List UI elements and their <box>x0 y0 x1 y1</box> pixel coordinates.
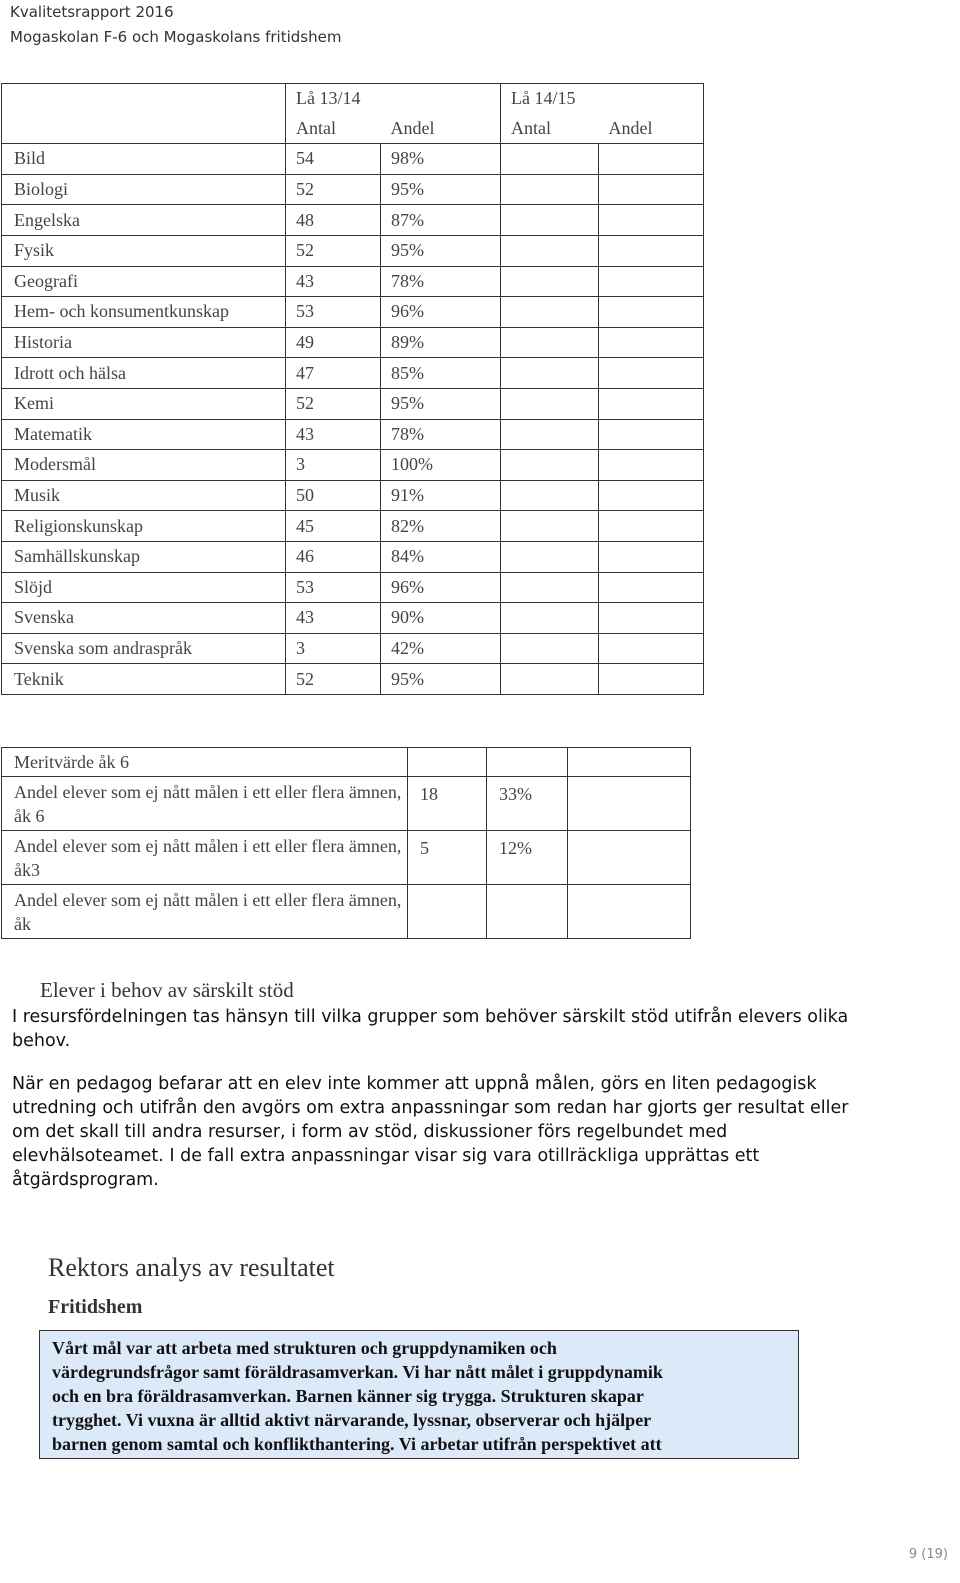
antal-cell-2 <box>501 633 599 664</box>
antal-cell: 47 <box>286 358 381 389</box>
andel-cell-2 <box>599 664 704 695</box>
andel-cell: 95% <box>381 235 501 266</box>
subject-cell: Matematik <box>2 419 286 450</box>
table-row <box>2 388 704 419</box>
subject-cell: Biologi <box>2 174 286 205</box>
merit-andel: 12% <box>487 831 568 885</box>
andel-cell: 96% <box>381 572 501 603</box>
antal-cell: 3 <box>286 450 381 481</box>
antal-cell: 3 <box>286 633 381 664</box>
merit-andel <box>487 885 568 939</box>
table-row <box>2 174 704 205</box>
antal-cell: 46 <box>286 541 381 572</box>
merit-title-cell <box>568 748 691 777</box>
antal-cell: 43 <box>286 419 381 450</box>
subject-cell: Samhällskunskap <box>2 541 286 572</box>
andel-cell-2 <box>599 480 704 511</box>
andel-cell: 78% <box>381 419 501 450</box>
andel-cell-2 <box>599 419 704 450</box>
merit-label: Andel elever som ej nått målen i ett eller flera ämnen, åk 6 <box>2 777 408 831</box>
subject-cell: Historia <box>2 327 286 358</box>
table-row <box>2 327 704 358</box>
andel-cell-2 <box>599 297 704 328</box>
andel-cell-2 <box>599 144 704 175</box>
antal-cell-2 <box>501 297 599 328</box>
andel-cell-2 <box>599 511 704 542</box>
table-row <box>2 205 704 236</box>
antal-cell-2 <box>501 511 599 542</box>
antal-cell: 50 <box>286 480 381 511</box>
antal-cell-2 <box>501 205 599 236</box>
andel-cell-2 <box>599 358 704 389</box>
andel-cell-2 <box>599 235 704 266</box>
andel-cell-2 <box>599 603 704 634</box>
table-row <box>2 297 704 328</box>
andel-cell: 95% <box>381 174 501 205</box>
table-row <box>2 235 704 266</box>
andel-cell: 91% <box>381 480 501 511</box>
grades-table <box>1 83 704 695</box>
andel-cell-2 <box>599 450 704 481</box>
col-andel-1: Andel <box>381 114 501 144</box>
antal-cell-2 <box>501 419 599 450</box>
merit-antal: 5 <box>408 831 487 885</box>
col-antal-1: Antal <box>286 114 381 144</box>
subject-cell: Religionskunskap <box>2 511 286 542</box>
andel-cell: 89% <box>381 327 501 358</box>
support-paragraph-2: När en pedagog befarar att en elev inte kommer att uppnå målen, görs en liten pedagogisk utredning och utifrån den avgörs om extra anpassningar som redan har gjorts ger resultat eller om det skall till andra resurser, i form av stöd, diskussioner förs regelbundet med elevhälsoteamet. I de fall extra anpassningar visar sig vara otillräckliga upprättas ett åtgärdsprogram. <box>12 1074 849 1190</box>
period-1-header-spacer <box>381 84 501 114</box>
andel-cell: 98% <box>381 144 501 175</box>
table-row <box>2 603 704 634</box>
andel-cell: 78% <box>381 266 501 297</box>
table-row <box>2 358 704 389</box>
support-paragraph-1: I resursfördelningen tas hänsyn till vilka grupper som behöver särskilt stöd utifrån elevers olika behov. <box>12 1007 849 1051</box>
antal-cell: 52 <box>286 388 381 419</box>
period-2-header: Lå 14/15 <box>501 84 599 114</box>
antal-cell: 49 <box>286 327 381 358</box>
antal-cell: 53 <box>286 297 381 328</box>
subject-cell: Svenska <box>2 603 286 634</box>
merit-label: Andel elever som ej nått målen i ett eller flera ämnen, åk <box>2 885 408 939</box>
antal-cell-2 <box>501 480 599 511</box>
andel-cell-2 <box>599 205 704 236</box>
antal-cell-2 <box>501 450 599 481</box>
andel-cell: 82% <box>381 511 501 542</box>
merit-title-row <box>2 748 691 777</box>
andel-cell: 95% <box>381 664 501 695</box>
table-row <box>2 541 704 572</box>
andel-cell: 85% <box>381 358 501 389</box>
antal-cell-2 <box>501 358 599 389</box>
antal-cell: 54 <box>286 144 381 175</box>
subject-cell: Idrott och hälsa <box>2 358 286 389</box>
subject-cell: Kemi <box>2 388 286 419</box>
col-antal-2: Antal <box>501 114 599 144</box>
andel-cell-2 <box>599 388 704 419</box>
merit-empty <box>568 831 691 885</box>
andel-cell: 87% <box>381 205 501 236</box>
analysis-line: värdegrundsfrågor samt föräldrasamverkan. Vi har nått målet i gruppdynamik <box>52 1362 663 1382</box>
antal-cell-2 <box>501 144 599 175</box>
table-subheader-row <box>2 114 704 144</box>
col-andel-2: Andel <box>599 114 704 144</box>
report-title: Kvalitetsrapport 2016 <box>10 3 174 21</box>
analysis-line: barnen genom samtal och konflikthantering. Vi arbetar utifrån perspektivet att <box>52 1434 662 1454</box>
page-number: 9 (19) <box>908 1547 948 1562</box>
antal-cell-2 <box>501 235 599 266</box>
analysis-line: trygghet. Vi vuxna är alltid aktivt närvarande, lyssnar, observerar och hjälper <box>52 1410 652 1430</box>
andel-cell-2 <box>599 541 704 572</box>
antal-cell: 52 <box>286 664 381 695</box>
antal-cell-2 <box>501 266 599 297</box>
table-row <box>2 572 704 603</box>
andel-cell: 100% <box>381 450 501 481</box>
andel-cell: 42% <box>381 633 501 664</box>
subject-cell: Engelska <box>2 205 286 236</box>
antal-cell: 52 <box>286 235 381 266</box>
merit-antal: 18 <box>408 777 487 831</box>
merit-empty <box>568 885 691 939</box>
support-heading: Elever i behov av särskilt stöd <box>40 978 294 1002</box>
merit-row <box>2 885 691 939</box>
subject-cell: Slöjd <box>2 572 286 603</box>
subject-cell: Svenska som andraspråk <box>2 633 286 664</box>
table-row <box>2 266 704 297</box>
table-row <box>2 511 704 542</box>
analysis-heading: Rektors analys av resultatet <box>48 1253 335 1282</box>
andel-cell-2 <box>599 327 704 358</box>
antal-cell-2 <box>501 388 599 419</box>
subheader-cell-empty <box>2 114 286 144</box>
merit-title: Meritvärde åk 6 <box>2 748 408 777</box>
andel-cell: 90% <box>381 603 501 634</box>
antal-cell-2 <box>501 174 599 205</box>
subject-cell: Bild <box>2 144 286 175</box>
merit-title-cell <box>487 748 568 777</box>
antal-cell: 45 <box>286 511 381 542</box>
antal-cell: 43 <box>286 266 381 297</box>
page-header <box>10 0 341 50</box>
school-name: Mogaskolan F-6 och Mogaskolans fritidshem <box>10 28 342 46</box>
period-2-header-spacer <box>599 84 704 114</box>
merit-label: Andel elever som ej nått målen i ett eller flera ämnen, åk3 <box>2 831 408 885</box>
andel-cell: 95% <box>381 388 501 419</box>
header-cell-empty <box>2 84 286 114</box>
table-row <box>2 144 704 175</box>
period-1-header: Lå 13/14 <box>286 84 381 114</box>
andel-cell-2 <box>599 174 704 205</box>
subject-cell: Modersmål <box>2 450 286 481</box>
merit-antal <box>408 885 487 939</box>
antal-cell: 48 <box>286 205 381 236</box>
antal-cell-2 <box>501 664 599 695</box>
merit-empty <box>568 777 691 831</box>
antal-cell-2 <box>501 541 599 572</box>
andel-cell-2 <box>599 572 704 603</box>
antal-cell-2 <box>501 603 599 634</box>
analysis-subheading: Fritidshem <box>48 1296 143 1318</box>
subject-cell: Teknik <box>2 664 286 695</box>
analysis-text-box <box>39 1330 799 1459</box>
andel-cell: 84% <box>381 541 501 572</box>
table-header-row <box>2 84 704 114</box>
analysis-line: och en bra föräldrasamverkan. Barnen känner sig trygga. Strukturen skapar <box>52 1386 644 1406</box>
antal-cell-2 <box>501 327 599 358</box>
table-row <box>2 664 704 695</box>
merit-title-cell <box>408 748 487 777</box>
antal-cell-2 <box>501 572 599 603</box>
andel-cell-2 <box>599 633 704 664</box>
merit-andel: 33% <box>487 777 568 831</box>
table-row <box>2 450 704 481</box>
antal-cell: 52 <box>286 174 381 205</box>
merit-table <box>1 747 691 939</box>
antal-cell: 43 <box>286 603 381 634</box>
merit-row <box>2 777 691 831</box>
andel-cell-2 <box>599 266 704 297</box>
andel-cell: 96% <box>381 297 501 328</box>
subject-cell: Musik <box>2 480 286 511</box>
subject-cell: Geografi <box>2 266 286 297</box>
merit-row <box>2 831 691 885</box>
table-row <box>2 419 704 450</box>
analysis-line: Vårt mål var att arbeta med strukturen och gruppdynamiken och <box>52 1338 557 1358</box>
table-row <box>2 480 704 511</box>
antal-cell: 53 <box>286 572 381 603</box>
table-row <box>2 633 704 664</box>
subject-cell: Fysik <box>2 235 286 266</box>
subject-cell: Hem- och konsumentkunskap <box>2 297 286 328</box>
